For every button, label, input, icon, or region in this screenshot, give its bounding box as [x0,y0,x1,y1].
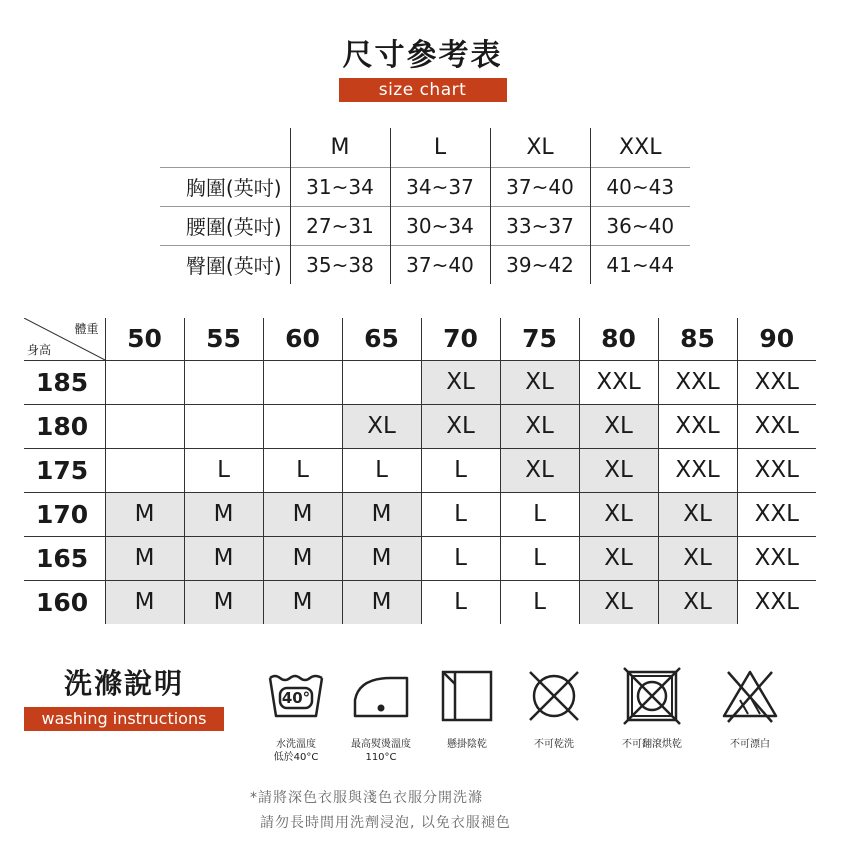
size-cell: XL [500,448,579,492]
size-cell: M [263,536,342,580]
size-cell: XL [658,536,737,580]
height-label: 185 [24,360,105,404]
table-row [24,492,816,536]
wash-40-icon [266,666,326,726]
size-cell: XL [579,536,658,580]
measure-value: 31~34 [290,167,390,206]
weight-header-cell: 70 [421,318,500,360]
size-cell: XL [421,360,500,404]
size-cell [105,448,184,492]
size-cell: M [105,536,184,580]
measure-value: 36~40 [590,206,690,245]
measure-value: 39~42 [490,245,590,284]
measure-value: 37~40 [390,245,490,284]
iron-label: 最高熨燙溫度 110°C [351,739,411,763]
size-cell: M [342,492,421,536]
size-cell: M [342,580,421,624]
size-cell: L [500,492,579,536]
measure-value: 34~37 [390,167,490,206]
page-subtitle: size chart [339,78,507,102]
height-weight-body [24,360,816,624]
size-cell: XL [579,448,658,492]
no-tumble-dry-label: 不可翻滾烘乾 [622,739,682,750]
size-cell: XXL [737,580,816,624]
size-cell: L [421,492,500,536]
size-cell: L [421,580,500,624]
hang-dry-icon [437,666,497,726]
size-chart-header [0,36,845,102]
size-cell: L [263,448,342,492]
table-row [24,360,816,404]
size-cell [342,360,421,404]
washing-header [24,663,224,731]
measure-label: 胸圍(英吋) [160,167,290,206]
care-note-2: 請勿長時間用洗劑浸泡, 以免衣服褪色 [260,815,511,831]
size-cell: XL [579,404,658,448]
size-cell: L [184,448,263,492]
measure-value: 40~43 [590,167,690,206]
height-label: 170 [24,492,105,536]
weight-header-cell: 60 [263,318,342,360]
washing-title: 洗滌說明 [63,667,184,700]
iron-icon [351,666,411,726]
measure-value: 35~38 [290,245,390,284]
no-dry-clean-label: 不可乾洗 [534,739,574,750]
weight-header-cell: 85 [658,318,737,360]
no-bleach-label: 不可漂白 [730,739,770,750]
height-label: 175 [24,448,105,492]
size-cell: XXL [658,360,737,404]
height-label: 180 [24,404,105,448]
table-row [24,404,816,448]
size-cell: M [184,492,263,536]
measure-value: 41~44 [590,245,690,284]
size-cell [184,404,263,448]
size-cell: L [421,536,500,580]
size-cell: XL [421,404,500,448]
no-tumble-dry-icon [622,666,682,726]
weight-header-row [24,318,816,360]
measure-label: 腰圍(英吋) [160,206,290,245]
size-header-row [160,128,690,167]
no-dry-clean-icon [524,666,584,726]
measure-value: 37~40 [490,167,590,206]
size-cell: L [421,448,500,492]
size-cell: XXL [737,360,816,404]
height-weight-table [24,318,816,624]
weight-header-cell: 75 [500,318,579,360]
size-header-cell: M [290,128,390,167]
weight-header-cell: 50 [105,318,184,360]
size-cell: XL [658,492,737,536]
size-cell: XXL [658,448,737,492]
size-cell: M [105,580,184,624]
size-cell: XXL [737,536,816,580]
size-cell: XL [579,580,658,624]
size-cell: XXL [737,492,816,536]
weight-header-cell: 55 [184,318,263,360]
table-row [160,167,690,206]
wash-40-label: 水洗溫度 低於40°C [273,739,319,763]
washing-subtitle: washing instructions [24,707,224,731]
corner-cell [24,318,105,360]
table-row [160,245,690,284]
svg-text:40°: 40° [281,689,311,707]
table-row [24,580,816,624]
weight-header-cell: 65 [342,318,421,360]
size-cell [105,404,184,448]
care-note-1: *請將深色衣服與淺色衣服分開洗滌 [250,790,483,806]
size-header-cell: L [390,128,490,167]
measure-label: 臀圍(英吋) [160,245,290,284]
size-header-cell: XL [490,128,590,167]
measure-value: 30~34 [390,206,490,245]
size-header-blank [160,128,290,167]
table-row [24,536,816,580]
size-measurement-table [160,128,690,284]
size-cell [263,360,342,404]
table-row [160,206,690,245]
size-cell: M [263,580,342,624]
size-cell [105,360,184,404]
measure-value: 27~31 [290,206,390,245]
size-cell: XL [579,492,658,536]
weight-header-cell: 90 [737,318,816,360]
table-row [24,448,816,492]
size-cell [263,404,342,448]
size-cell: M [263,492,342,536]
size-cell: L [500,580,579,624]
size-cell: XXL [658,404,737,448]
size-cell: M [342,536,421,580]
size-cell: M [184,536,263,580]
height-axis-label: 身高 [27,342,52,357]
size-cell: XL [342,404,421,448]
height-label: 160 [24,580,105,624]
size-cell: XL [658,580,737,624]
hang-dry-label: 懸掛陰乾 [447,739,487,750]
size-cell: XL [500,360,579,404]
size-cell: XL [500,404,579,448]
size-cell: XXL [737,448,816,492]
size-cell: M [184,580,263,624]
size-cell: XXL [579,360,658,404]
size-cell: L [500,536,579,580]
size-cell: L [342,448,421,492]
measure-value: 33~37 [490,206,590,245]
size-header-cell: XXL [590,128,690,167]
size-cell: XXL [737,404,816,448]
no-bleach-icon [720,666,780,726]
size-cell: M [105,492,184,536]
page-title: 尺寸參考表 [342,38,503,73]
height-label: 165 [24,536,105,580]
size-cell [184,360,263,404]
weight-axis-label: 體重 [74,322,99,336]
weight-header-cell: 80 [579,318,658,360]
